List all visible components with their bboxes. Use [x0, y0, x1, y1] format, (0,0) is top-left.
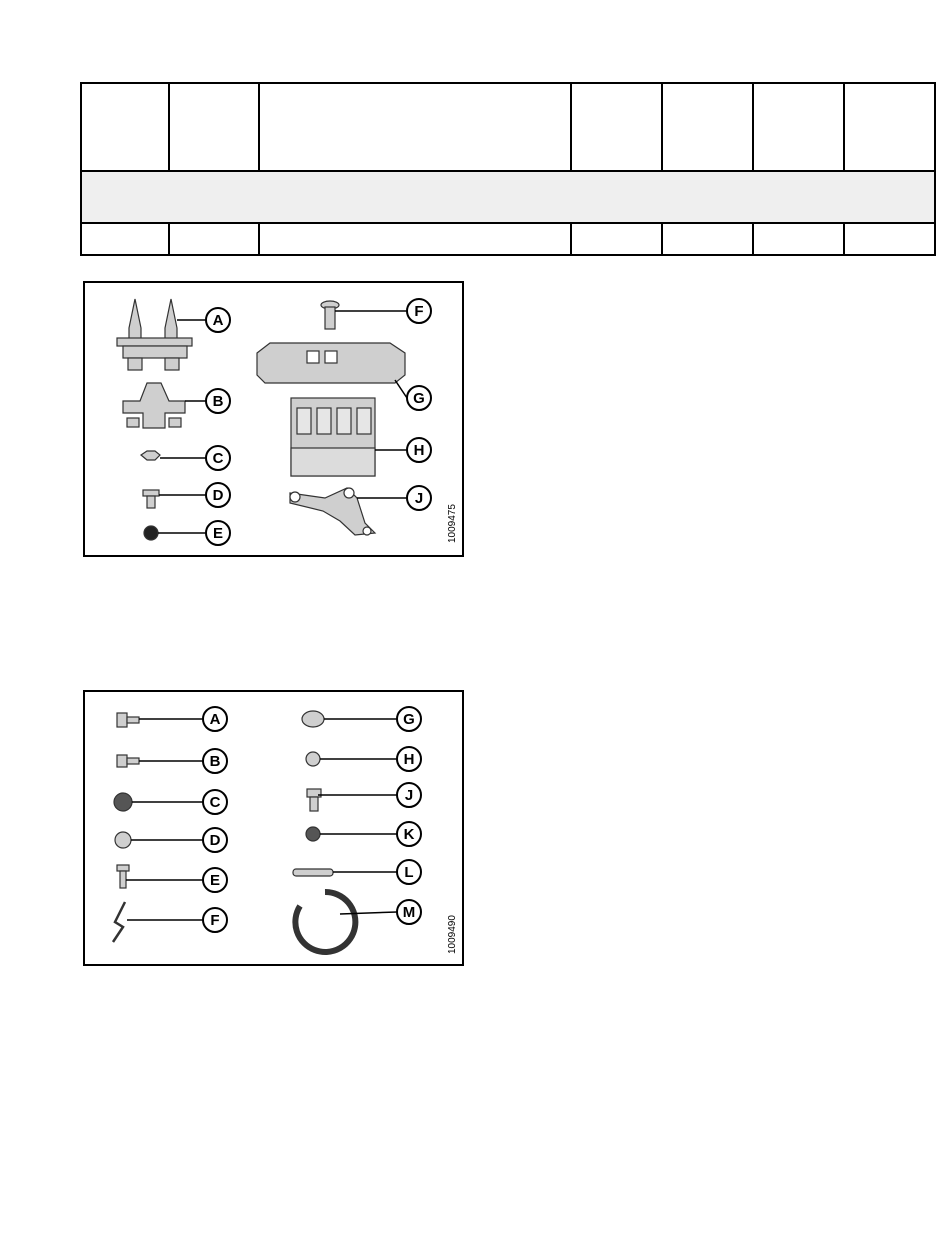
callout-f: F	[210, 912, 220, 929]
callout-a: A	[212, 312, 224, 329]
bolt-e-illustration	[117, 865, 129, 888]
knife-guard-illustration	[117, 299, 192, 370]
callout-j: J	[404, 787, 414, 804]
header-cell	[81, 83, 169, 171]
header-cell	[169, 83, 259, 171]
adapter-plate-illustration	[257, 343, 405, 383]
section-cell	[81, 171, 935, 223]
parts-figure-2	[83, 690, 464, 966]
table-cell	[259, 223, 571, 255]
callout-d: D	[209, 832, 221, 849]
linkage-arm-illustration	[290, 488, 375, 535]
callout-g: G	[413, 390, 425, 407]
table-section-row	[81, 171, 935, 223]
figure-2-id: 1009490	[447, 915, 458, 954]
figure-2-drawing	[85, 692, 462, 964]
table-cell	[753, 223, 844, 255]
parts-figure-1	[83, 281, 464, 557]
table-cell	[844, 223, 935, 255]
bolt-j-illustration	[307, 789, 321, 811]
lock-nut-illustration	[144, 526, 158, 540]
guard-block-illustration	[291, 398, 375, 476]
header-cell	[662, 83, 753, 171]
table-cell	[662, 223, 753, 255]
nut-k-illustration	[306, 827, 320, 841]
callout-b: B	[212, 393, 224, 410]
figure-1-id: 1009475	[447, 504, 458, 543]
callout-g: G	[403, 711, 415, 728]
table-cell	[169, 223, 259, 255]
table-cell	[571, 223, 662, 255]
parts-table	[80, 82, 936, 256]
washer-g-illustration	[302, 711, 324, 727]
bolt-illustration	[143, 490, 159, 508]
table-row	[81, 223, 935, 255]
callout-h: H	[413, 442, 425, 459]
header-cell	[259, 83, 571, 171]
callout-k: K	[403, 826, 415, 843]
header-cell	[571, 83, 662, 171]
callout-e: E	[212, 525, 224, 542]
figure-1-drawing	[85, 283, 462, 555]
bolt-a-illustration	[117, 713, 139, 727]
callout-d: D	[212, 487, 224, 504]
hex-nut-illustration	[141, 451, 160, 460]
hairpin-f-illustration	[113, 902, 125, 942]
header-cell	[753, 83, 844, 171]
bolt-b-illustration	[117, 755, 139, 767]
carriage-bolt-illustration	[321, 301, 339, 329]
strap-l-illustration	[293, 869, 333, 876]
callout-h: H	[403, 751, 415, 768]
hold-down-illustration	[123, 383, 185, 428]
washer-h-illustration	[306, 752, 320, 766]
table-header-row	[81, 83, 935, 171]
callout-f: F	[414, 303, 424, 320]
callout-l: L	[404, 864, 414, 881]
callout-a: A	[209, 711, 221, 728]
callout-e: E	[209, 872, 221, 889]
nut-d-illustration	[115, 832, 131, 848]
table-cell	[81, 223, 169, 255]
callout-c: C	[212, 450, 224, 467]
callout-c: C	[209, 794, 221, 811]
callout-m: M	[402, 904, 416, 921]
callout-j: J	[414, 490, 424, 507]
nut-c-illustration	[114, 793, 132, 811]
callout-b: B	[209, 753, 221, 770]
ring-m-illustration	[295, 892, 355, 952]
header-cell	[844, 83, 935, 171]
